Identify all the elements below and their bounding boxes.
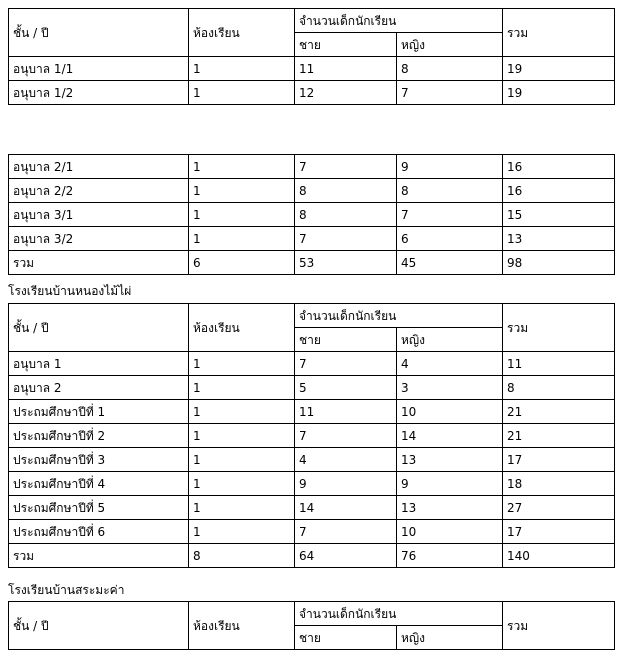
cell-total: 17: [503, 448, 615, 472]
cell-grade: อนุบาล 1/1: [9, 57, 189, 81]
table-2-body: [9, 155, 615, 275]
cell-male: 8: [295, 179, 397, 203]
table-row: [9, 400, 615, 424]
header-students: จำนวนเด็กนักเรียน: [295, 9, 503, 33]
table-row: [9, 155, 615, 179]
cell-female: 8: [397, 57, 503, 81]
enrollment-table-2: [8, 154, 615, 275]
cell-grade: อนุบาล 1/2: [9, 81, 189, 105]
cell-female: 13: [397, 448, 503, 472]
cell-rooms: 1: [189, 227, 295, 251]
table-row: [9, 448, 615, 472]
header-grade: ชั้น / ปี: [9, 9, 189, 57]
header-female: หญิง: [397, 328, 503, 352]
cell-male: 53: [295, 251, 397, 275]
header-total: รวม: [503, 602, 615, 650]
cell-male: 7: [295, 352, 397, 376]
cell-grade: รวม: [9, 544, 189, 568]
cell-female: 45: [397, 251, 503, 275]
cell-rooms: 1: [189, 81, 295, 105]
cell-male: 64: [295, 544, 397, 568]
table-row: [9, 227, 615, 251]
cell-rooms: 1: [189, 400, 295, 424]
cell-rooms: 1: [189, 57, 295, 81]
cell-female: 4: [397, 352, 503, 376]
cell-rooms: 8: [189, 544, 295, 568]
table-row: [9, 203, 615, 227]
table-3-body: [9, 304, 615, 568]
header-row: [9, 9, 615, 33]
table-row: [9, 424, 615, 448]
header-students: จำนวนเด็กนักเรียน: [295, 602, 503, 626]
cell-male: 4: [295, 448, 397, 472]
cell-female: 9: [397, 472, 503, 496]
cell-total: 27: [503, 496, 615, 520]
table-row: [9, 376, 615, 400]
cell-rooms: 1: [189, 496, 295, 520]
header-male: ชาย: [295, 626, 397, 650]
cell-female: 9: [397, 155, 503, 179]
cell-total: 8: [503, 376, 615, 400]
header-rooms: ห้องเรียน: [189, 602, 295, 650]
cell-total: 17: [503, 520, 615, 544]
cell-grade: อนุบาล 2/1: [9, 155, 189, 179]
table-row: [9, 544, 615, 568]
cell-male: 7: [295, 155, 397, 179]
cell-total: 19: [503, 81, 615, 105]
cell-male: 11: [295, 57, 397, 81]
cell-grade: รวม: [9, 251, 189, 275]
cell-total: 140: [503, 544, 615, 568]
cell-female: 8: [397, 179, 503, 203]
cell-female: 6: [397, 227, 503, 251]
cell-male: 7: [295, 424, 397, 448]
table-row: [9, 179, 615, 203]
enrollment-table-1: [8, 8, 615, 105]
header-grade: ชั้น / ปี: [9, 304, 189, 352]
header-total: รวม: [503, 9, 615, 57]
cell-female: 14: [397, 424, 503, 448]
cell-total: 19: [503, 57, 615, 81]
cell-rooms: 6: [189, 251, 295, 275]
cell-grade: ประถมศึกษาปีที่ 1: [9, 400, 189, 424]
cell-male: 7: [295, 520, 397, 544]
cell-grade: อนุบาล 2/2: [9, 179, 189, 203]
header-row: [9, 304, 615, 328]
cell-rooms: 1: [189, 203, 295, 227]
header-female: หญิง: [397, 33, 503, 57]
cell-female: 10: [397, 520, 503, 544]
table-row: [9, 520, 615, 544]
table-row: [9, 57, 615, 81]
cell-rooms: 1: [189, 424, 295, 448]
header-rooms: ห้องเรียน: [189, 304, 295, 352]
cell-grade: ประถมศึกษาปีที่ 2: [9, 424, 189, 448]
cell-total: 18: [503, 472, 615, 496]
cell-male: 14: [295, 496, 397, 520]
table-row: [9, 251, 615, 275]
cell-total: 16: [503, 155, 615, 179]
cell-total: 16: [503, 179, 615, 203]
cell-male: 5: [295, 376, 397, 400]
cell-male: 8: [295, 203, 397, 227]
table-row: [9, 496, 615, 520]
header-grade: ชั้น / ปี: [9, 602, 189, 650]
header-female: หญิง: [397, 626, 503, 650]
cell-grade: ประถมศึกษาปีที่ 4: [9, 472, 189, 496]
table-1-body: [9, 9, 615, 105]
header-students: จำนวนเด็กนักเรียน: [295, 304, 503, 328]
cell-female: 13: [397, 496, 503, 520]
cell-total: 13: [503, 227, 615, 251]
header-male: ชาย: [295, 328, 397, 352]
cell-male: 7: [295, 227, 397, 251]
table-row: [9, 472, 615, 496]
cell-grade: อนุบาล 3/2: [9, 227, 189, 251]
cell-total: 21: [503, 424, 615, 448]
cell-female: 76: [397, 544, 503, 568]
cell-grade: อนุบาล 3/1: [9, 203, 189, 227]
header-total: รวม: [503, 304, 615, 352]
cell-grade: อนุบาล 2: [9, 376, 189, 400]
school-caption-nong-mai-phai: โรงเรียนบ้านหนองไม้ไผ่: [8, 284, 132, 298]
cell-grade: อนุบาล 1: [9, 352, 189, 376]
cell-grade: ประถมศึกษาปีที่ 5: [9, 496, 189, 520]
cell-male: 12: [295, 81, 397, 105]
cell-rooms: 1: [189, 155, 295, 179]
cell-total: 11: [503, 352, 615, 376]
cell-female: 10: [397, 400, 503, 424]
cell-male: 9: [295, 472, 397, 496]
cell-grade: ประถมศึกษาปีที่ 6: [9, 520, 189, 544]
cell-female: 7: [397, 203, 503, 227]
cell-grade: ประถมศึกษาปีที่ 3: [9, 448, 189, 472]
enrollment-table-school-3: [8, 601, 615, 650]
enrollment-table-school-2: [8, 303, 615, 568]
table-row: [9, 81, 615, 105]
cell-total: 15: [503, 203, 615, 227]
cell-total: 98: [503, 251, 615, 275]
school-caption-sa-makha: โรงเรียนบ้านสระมะค่า: [8, 583, 125, 597]
cell-rooms: 1: [189, 448, 295, 472]
cell-rooms: 1: [189, 472, 295, 496]
cell-rooms: 1: [189, 179, 295, 203]
cell-rooms: 1: [189, 352, 295, 376]
cell-total: 21: [503, 400, 615, 424]
cell-male: 11: [295, 400, 397, 424]
table-4-body: [9, 602, 615, 650]
cell-female: 7: [397, 81, 503, 105]
table-row: [9, 352, 615, 376]
cell-female: 3: [397, 376, 503, 400]
cell-rooms: 1: [189, 520, 295, 544]
header-male: ชาย: [295, 33, 397, 57]
header-row: [9, 602, 615, 626]
cell-rooms: 1: [189, 376, 295, 400]
header-rooms: ห้องเรียน: [189, 9, 295, 57]
